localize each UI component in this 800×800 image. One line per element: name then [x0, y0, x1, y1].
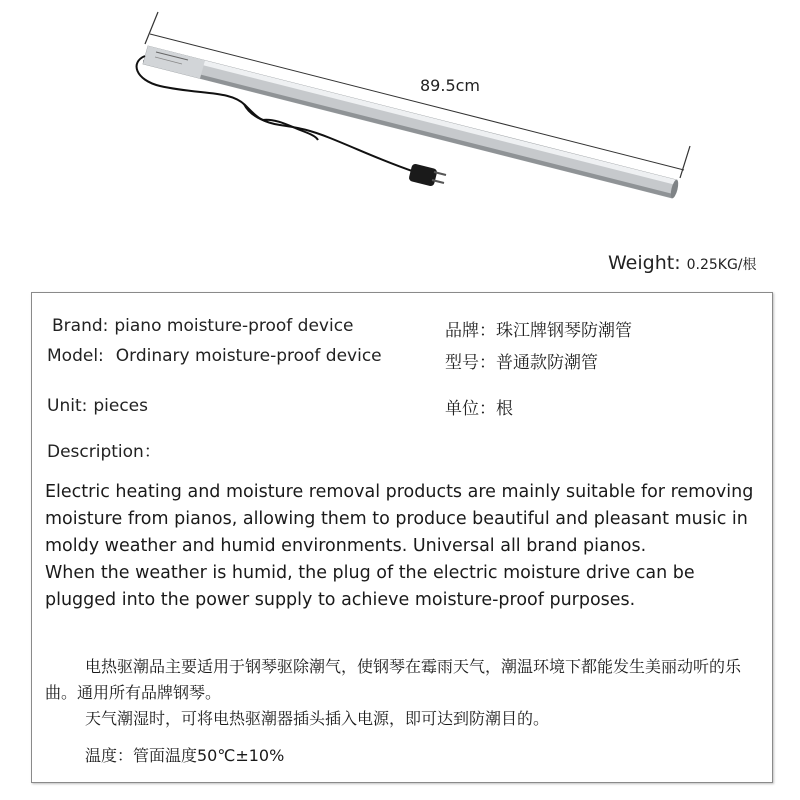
description-en — [45, 479, 760, 614]
brand-cn-value: 珠江牌钢琴防潮管 — [496, 321, 632, 341]
temperature-spec: 温度：管面温度50℃±10% — [85, 746, 285, 765]
brand-row — [52, 316, 354, 336]
length-label: 89.5cm — [420, 76, 481, 95]
moisture-tube-illustration — [0, 0, 800, 240]
description-cn-paragraph: 电热驱潮品主要适用于钢琴驱除潮气，使钢琴在霉雨天气，潮温环境下都能发生美丽动听的乐曲。通用所有品牌钢琴。 — [45, 657, 742, 702]
brand-cn-label: 品牌： — [445, 321, 496, 341]
weight-info — [608, 252, 757, 274]
spec-panel — [31, 292, 773, 783]
unit-label: Unit: — [47, 396, 88, 416]
model-row — [47, 346, 382, 366]
product-image — [0, 0, 800, 240]
description-en-paragraph: Electric heating and moisture removal products are mainly suitable for removing moisture from pianos, allowing them to produce beautiful and pleasant music in moldy weather and humid environments. Universal all brand pianos. — [45, 482, 754, 556]
unit-row — [47, 396, 148, 416]
brand-label: Brand: — [52, 316, 109, 336]
dimension-tick-left — [145, 12, 158, 44]
model-cn-value: 普通款防潮管 — [496, 353, 598, 373]
model-label: Model: — [47, 346, 104, 366]
unit-cn-row — [445, 394, 513, 419]
model-cn-row — [445, 348, 598, 373]
description-label: Description： — [47, 442, 161, 462]
description-cn-paragraph: 天气潮湿时，可将电热驱潮器插头插入电源，即可达到防潮目的。 — [85, 709, 550, 728]
model-cn-label: 型号： — [445, 353, 496, 373]
unit-value: pieces — [93, 396, 148, 416]
weight-value: 0.25KG/根 — [686, 257, 757, 273]
brand-value: piano moisture-proof device — [114, 316, 354, 336]
unit-cn-label: 单位： — [445, 399, 496, 419]
dimension-line — [150, 34, 684, 170]
unit-cn-value: 根 — [496, 399, 513, 419]
plug-icon — [408, 163, 446, 187]
brand-cn-row — [445, 316, 632, 341]
dimension-tick-right — [680, 146, 690, 178]
weight-label: Weight: — [608, 252, 681, 274]
description-en-paragraph: When the weather is humid, the plug of the electric moisture drive can be plugged into the power supply to achieve moisture-proof purposes. — [45, 563, 695, 610]
model-value: Ordinary moisture-proof device — [115, 346, 382, 366]
